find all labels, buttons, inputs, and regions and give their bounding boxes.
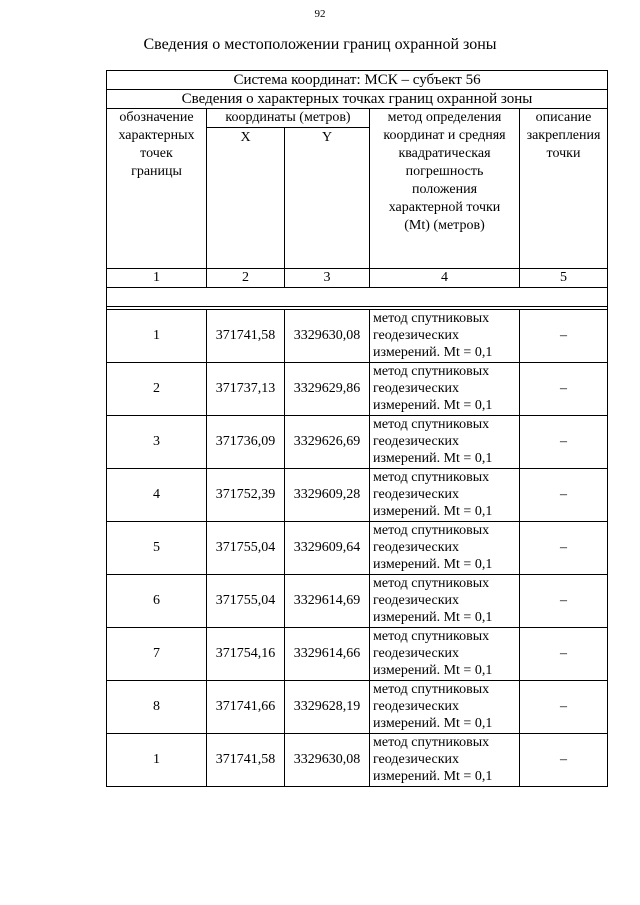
point-designation-cell: 2 <box>107 363 207 416</box>
boundary-points-table <box>106 70 608 787</box>
method-cell: метод спутниковых геодезических измерений. Mt = 0,1 <box>370 363 520 416</box>
fixing-description-cell: – <box>520 575 608 628</box>
empty-row <box>107 288 608 307</box>
header-coordinates: координаты (метров) <box>207 109 370 128</box>
method-cell: метод спутниковых геодезических измерений. Mt = 0,1 <box>370 734 520 787</box>
page-number: 92 <box>314 8 326 20</box>
coordinate-system-title: Система координат: МСК – субъект 56 <box>107 71 608 90</box>
table-row <box>107 522 608 575</box>
method-cell: метод спутниковых геодезических измерений. Mt = 0,1 <box>370 575 520 628</box>
point-designation-cell: 1 <box>107 734 207 787</box>
header-x: X <box>207 128 285 269</box>
point-designation-cell: 8 <box>107 681 207 734</box>
y-coordinate-cell: 3329629,86 <box>285 363 370 416</box>
y-coordinate-cell: 3329628,19 <box>285 681 370 734</box>
x-coordinate-cell: 371736,09 <box>207 416 285 469</box>
fixing-description-cell: – <box>520 681 608 734</box>
table-row <box>107 628 608 681</box>
method-cell: метод спутниковых геодезических измерений. Mt = 0,1 <box>370 681 520 734</box>
header-method: метод определения координат и средняя квадратическая погрешность положения характерной точки (Mt) (метров) <box>370 109 520 269</box>
fixing-description-cell: – <box>520 628 608 681</box>
table-row <box>107 681 608 734</box>
y-coordinate-cell: 3329614,66 <box>285 628 370 681</box>
point-designation-cell: 5 <box>107 522 207 575</box>
x-coordinate-cell: 371741,58 <box>207 734 285 787</box>
page-title: Сведения о местоположении границ охранной зоны <box>143 36 497 53</box>
x-coordinate-cell: 371741,58 <box>207 310 285 363</box>
point-designation-cell: 1 <box>107 310 207 363</box>
column-number: 4 <box>370 269 520 288</box>
fixing-description-cell: – <box>520 363 608 416</box>
fixing-description-cell: – <box>520 310 608 363</box>
y-coordinate-cell: 3329626,69 <box>285 416 370 469</box>
fixing-description-cell: – <box>520 734 608 787</box>
x-coordinate-cell: 371752,39 <box>207 469 285 522</box>
header-point-designation: обозначение характерных точек границы <box>107 109 207 269</box>
column-number: 3 <box>285 269 370 288</box>
y-coordinate-cell: 3329609,64 <box>285 522 370 575</box>
point-designation-cell: 4 <box>107 469 207 522</box>
x-coordinate-cell: 371755,04 <box>207 522 285 575</box>
column-number: 2 <box>207 269 285 288</box>
x-coordinate-cell: 371737,13 <box>207 363 285 416</box>
point-designation-cell: 3 <box>107 416 207 469</box>
y-coordinate-cell: 3329614,69 <box>285 575 370 628</box>
fixing-description-cell: – <box>520 522 608 575</box>
table-row <box>107 363 608 416</box>
y-coordinate-cell: 3329630,08 <box>285 310 370 363</box>
table-row <box>107 469 608 522</box>
method-cell: метод спутниковых геодезических измерений. Mt = 0,1 <box>370 310 520 363</box>
method-cell: метод спутниковых геодезических измерений. Mt = 0,1 <box>370 469 520 522</box>
table-subtitle: Сведения о характерных точках границ охранной зоны <box>107 90 608 109</box>
point-designation-cell: 7 <box>107 628 207 681</box>
x-coordinate-cell: 371741,66 <box>207 681 285 734</box>
method-cell: метод спутниковых геодезических измерений. Mt = 0,1 <box>370 416 520 469</box>
table-row <box>107 416 608 469</box>
table-row <box>107 734 608 787</box>
point-designation-cell: 6 <box>107 575 207 628</box>
column-number: 1 <box>107 269 207 288</box>
x-coordinate-cell: 371754,16 <box>207 628 285 681</box>
table-row <box>107 310 608 363</box>
header-fixing-description: описание закрепления точки <box>520 109 608 269</box>
column-number: 5 <box>520 269 608 288</box>
fixing-description-cell: – <box>520 469 608 522</box>
x-coordinate-cell: 371755,04 <box>207 575 285 628</box>
table-row <box>107 575 608 628</box>
method-cell: метод спутниковых геодезических измерений. Mt = 0,1 <box>370 522 520 575</box>
fixing-description-cell: – <box>520 416 608 469</box>
method-cell: метод спутниковых геодезических измерений. Mt = 0,1 <box>370 628 520 681</box>
header-y: Y <box>285 128 370 269</box>
y-coordinate-cell: 3329630,08 <box>285 734 370 787</box>
y-coordinate-cell: 3329609,28 <box>285 469 370 522</box>
